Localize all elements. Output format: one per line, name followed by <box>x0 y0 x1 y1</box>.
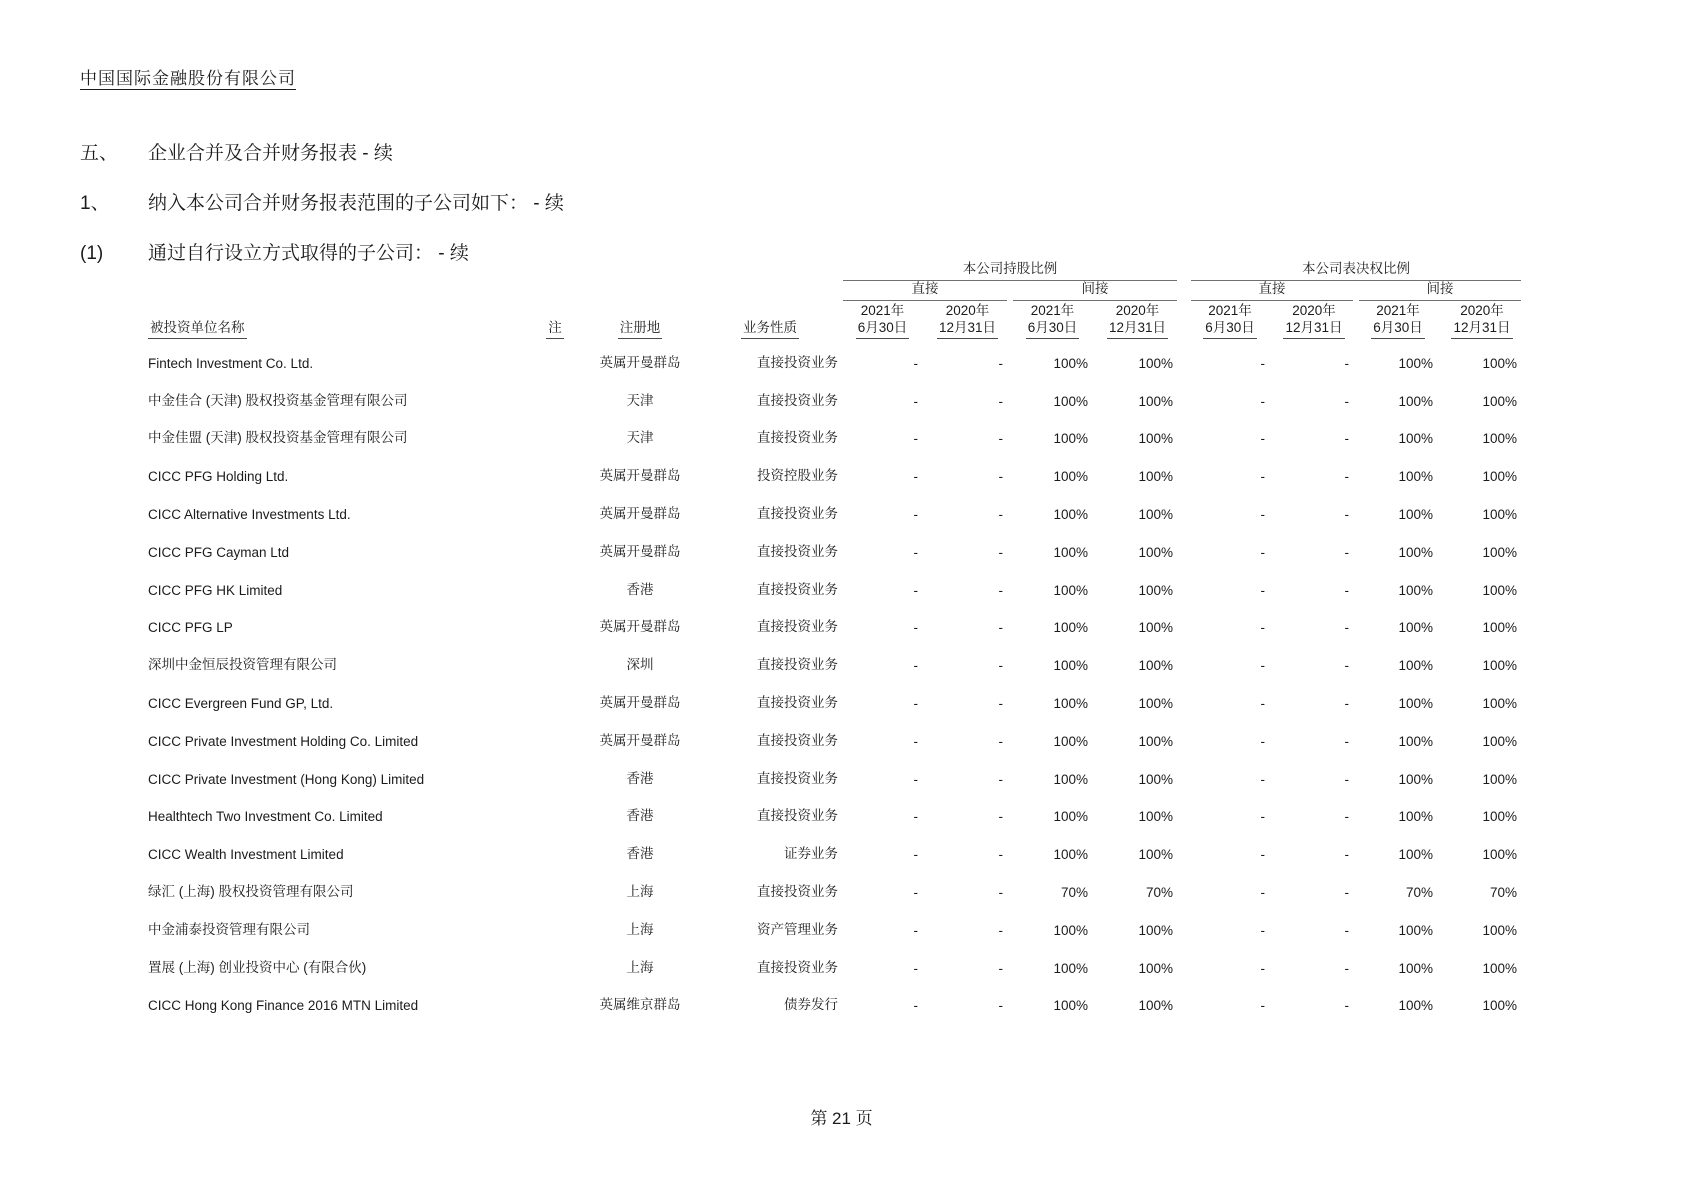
subsidiary-registration: 英属开曼群岛 <box>599 505 681 521</box>
subsidiary-business: 直接投资业务 <box>757 657 838 673</box>
subsidiary-business: 债券发行 <box>784 997 838 1013</box>
subgroup-indirect-label: 间接 <box>1359 281 1521 301</box>
ratio-value: 100% <box>1138 922 1173 938</box>
subsidiary-row <box>148 679 1524 717</box>
ratio-value: - <box>998 733 1003 749</box>
ratio-value: 70% <box>1489 884 1517 900</box>
column-spacer <box>1180 604 1188 642</box>
ratio-value: 100% <box>1398 733 1433 749</box>
subsidiary-row <box>148 339 1524 377</box>
ratio-value: 100% <box>1398 695 1433 711</box>
column-header-note: 注 <box>530 301 580 339</box>
ratio-value: - <box>1260 506 1265 522</box>
subsidiary-name: Fintech Investment Co. Ltd. <box>148 355 314 371</box>
column-spacer <box>1180 415 1188 453</box>
ratio-value: - <box>1260 658 1265 674</box>
ratio-value: 100% <box>1053 506 1088 522</box>
ratio-value: 100% <box>1482 658 1517 674</box>
subsidiary-note <box>530 339 580 377</box>
ratio-value: - <box>998 620 1003 636</box>
ratio-value: 100% <box>1482 506 1517 522</box>
empty-header <box>148 258 840 281</box>
ratio-value: - <box>913 847 918 863</box>
ratio-value: 100% <box>1398 809 1433 825</box>
column-header-date: 2021年 6月30日 <box>1010 301 1095 339</box>
ratio-value: 100% <box>1482 355 1517 371</box>
ratio-value: 100% <box>1398 847 1433 863</box>
subsidiary-row <box>148 604 1524 642</box>
subsidiary-business: 直接投资业务 <box>757 392 838 408</box>
ratio-value: - <box>913 922 918 938</box>
column-spacer <box>1180 906 1188 944</box>
ratio-value: - <box>1344 506 1349 522</box>
ratio-value: 100% <box>1138 620 1173 636</box>
column-header-date: 2021年 6月30日 <box>1188 301 1272 339</box>
ratio-value: 100% <box>1482 771 1517 787</box>
ratio-value: 100% <box>1482 582 1517 598</box>
ratio-value: - <box>913 355 918 371</box>
subsidiary-business: 直接投资业务 <box>757 543 838 559</box>
ratio-value: - <box>998 469 1003 485</box>
ratio-value: 100% <box>1398 658 1433 674</box>
subsidiary-name: CICC PFG LP <box>148 620 233 636</box>
ratio-value: 100% <box>1482 809 1517 825</box>
ratio-value: 100% <box>1482 847 1517 863</box>
section-heading-business-combinations <box>80 138 393 165</box>
subsidiary-row <box>148 868 1524 906</box>
subsidiary-name: 深圳中金恒辰投资管理有限公司 <box>148 657 337 673</box>
column-header-date: 2021年 6月30日 <box>1356 301 1440 339</box>
subsidiary-registration: 英属开曼群岛 <box>599 694 681 710</box>
subsidiary-business: 直接投资业务 <box>757 430 838 446</box>
ratio-value: - <box>913 620 918 636</box>
ratio-value: 100% <box>1482 733 1517 749</box>
ratio-value: 100% <box>1053 695 1088 711</box>
ratio-value: - <box>913 393 918 409</box>
subgroup-direct-label: 直接 <box>1191 281 1353 301</box>
ratio-value: - <box>998 884 1003 900</box>
column-header-date: 2020年 12月31日 <box>1440 301 1524 339</box>
column-header-date: 2021年 6月30日 <box>840 301 925 339</box>
ratio-value: - <box>998 506 1003 522</box>
subsidiaries-table-body <box>148 339 1524 1019</box>
ratio-value: 100% <box>1482 469 1517 485</box>
subsidiary-registration: 英属开曼群岛 <box>599 619 681 635</box>
subsidiary-name: CICC Wealth Investment Limited <box>148 847 344 863</box>
subsidiary-name: CICC Hong Kong Finance 2016 MTN Limited <box>148 998 419 1014</box>
column-header-row <box>148 301 1524 339</box>
ratio-value: - <box>1260 998 1265 1014</box>
ratio-value: - <box>913 431 918 447</box>
subsidiary-name: CICC Alternative Investments Ltd. <box>148 506 351 522</box>
ratio-value: 100% <box>1398 506 1433 522</box>
subsidiary-row <box>148 906 1524 944</box>
ratio-value: 100% <box>1138 658 1173 674</box>
ratio-value: - <box>1344 582 1349 598</box>
subsidiary-name: 中金佳盟 (天津) 股权投资基金管理有限公司 <box>148 430 408 446</box>
column-spacer <box>1180 982 1188 1020</box>
ratio-value: 100% <box>1482 431 1517 447</box>
column-header-registration: 注册地 <box>580 301 700 339</box>
ratio-value: - <box>1260 922 1265 938</box>
ratio-value: - <box>913 658 918 674</box>
ratio-value: - <box>913 695 918 711</box>
subsidiary-registration: 香港 <box>626 581 654 597</box>
subsidiary-row <box>148 982 1524 1020</box>
subsidiary-business: 直接投资业务 <box>757 883 838 899</box>
ratio-value: 70% <box>1145 884 1173 900</box>
ratio-value: 100% <box>1398 620 1433 636</box>
ratio-value: 70% <box>1405 884 1433 900</box>
ratio-value: 100% <box>1398 355 1433 371</box>
ratio-value: 100% <box>1482 998 1517 1014</box>
subsidiary-registration: 上海 <box>626 921 654 937</box>
subsidiary-note <box>530 982 580 1020</box>
ratio-value: 100% <box>1482 695 1517 711</box>
ratio-value: - <box>1260 884 1265 900</box>
group-header-voting <box>1188 258 1524 281</box>
ratio-value: - <box>1344 658 1349 674</box>
column-header-date: 2020年 12月31日 <box>925 301 1010 339</box>
column-spacer <box>1180 868 1188 906</box>
subsidiary-business: 直接投资业务 <box>757 619 838 635</box>
subsidiary-registration: 上海 <box>626 959 654 975</box>
ratio-value: - <box>998 582 1003 598</box>
ratio-value: - <box>1260 431 1265 447</box>
subsidiary-registration: 香港 <box>626 770 654 786</box>
ratio-value: 100% <box>1053 469 1088 485</box>
column-spacer <box>1180 679 1188 717</box>
subsidiary-registration: 英属开曼群岛 <box>599 468 681 484</box>
ratio-value: - <box>998 847 1003 863</box>
subsidiary-business: 直接投资业务 <box>757 354 838 370</box>
ratio-value: 100% <box>1138 960 1173 976</box>
ratio-value: 100% <box>1482 620 1517 636</box>
column-spacer <box>1180 566 1188 604</box>
subsidiary-registration: 香港 <box>626 846 654 862</box>
ratio-value: - <box>998 809 1003 825</box>
subsidiary-note <box>530 528 580 566</box>
ratio-value: - <box>1344 469 1349 485</box>
column-spacer <box>1180 641 1188 679</box>
ratio-value: - <box>1260 771 1265 787</box>
ratio-value: 100% <box>1138 506 1173 522</box>
subsidiary-note <box>530 566 580 604</box>
subsidiary-business: 资产管理业务 <box>757 921 838 937</box>
subsidiary-registration: 深圳 <box>626 657 654 673</box>
subsidiary-business: 投资控股业务 <box>757 468 838 484</box>
ratio-value: 100% <box>1398 582 1433 598</box>
subsidiary-note <box>530 793 580 831</box>
ratio-value: - <box>913 544 918 560</box>
ratio-value: - <box>913 960 918 976</box>
section-marker: 1、 <box>80 193 110 214</box>
ratio-value: 100% <box>1398 998 1433 1014</box>
group-header-voting-label: 本公司表决权比例 <box>1191 261 1521 281</box>
ratio-value: - <box>998 695 1003 711</box>
subsidiary-name: CICC Private Investment Holding Co. Limited <box>148 733 419 749</box>
subsidiary-registration: 英属开曼群岛 <box>599 732 681 748</box>
subsidiary-note <box>530 906 580 944</box>
ratio-value: - <box>1344 960 1349 976</box>
ratio-value: - <box>1344 771 1349 787</box>
ratio-value: - <box>1344 544 1349 560</box>
ratio-value: 100% <box>1398 393 1433 409</box>
subsidiary-note <box>530 868 580 906</box>
ratio-value: 70% <box>1060 884 1088 900</box>
ratio-value: 100% <box>1398 469 1433 485</box>
section-text: 通过自行设立方式取得的子公司： - 续 <box>148 243 469 264</box>
column-header-name: 被投资单位名称 <box>148 301 530 339</box>
ratio-value: - <box>1260 960 1265 976</box>
ratio-value: 100% <box>1053 847 1088 863</box>
ratio-value: 100% <box>1138 393 1173 409</box>
column-spacer <box>1180 281 1188 301</box>
subsidiary-note <box>530 679 580 717</box>
ratio-value: 100% <box>1398 431 1433 447</box>
section-text: 纳入本公司合并财务报表范围的子公司如下： - 续 <box>148 193 564 214</box>
ratio-value: - <box>1260 355 1265 371</box>
ratio-value: - <box>1260 733 1265 749</box>
ratio-value: 100% <box>1138 355 1173 371</box>
column-spacer <box>1180 793 1188 831</box>
subsidiary-registration: 香港 <box>626 808 654 824</box>
ratio-value: - <box>998 658 1003 674</box>
ratio-value: 100% <box>1053 733 1088 749</box>
subsidiary-business: 直接投资业务 <box>757 581 838 597</box>
ratio-value: - <box>1344 355 1349 371</box>
subsidiaries-table <box>148 258 1524 1019</box>
column-header-date: 2020年 12月31日 <box>1272 301 1356 339</box>
subsidiary-name: Healthtech Two Investment Co. Limited <box>148 809 383 825</box>
column-spacer <box>1180 301 1188 339</box>
ratio-value: - <box>998 771 1003 787</box>
subsidiary-note <box>530 490 580 528</box>
subsidiary-row <box>148 793 1524 831</box>
column-spacer <box>1180 377 1188 415</box>
subsidiary-name: 置展 (上海) 创业投资中心 (有限合伙) <box>148 959 367 975</box>
section-text: 企业合并及合并财务报表 - 续 <box>148 143 393 164</box>
ratio-value: 100% <box>1053 582 1088 598</box>
group-header-shareholding-label: 本公司持股比例 <box>843 261 1177 281</box>
ratio-value: - <box>1344 695 1349 711</box>
company-title: 中国国际金融股份有限公司 <box>80 69 296 88</box>
ratio-value: - <box>998 960 1003 976</box>
ratio-value: 100% <box>1398 960 1433 976</box>
ratio-value: - <box>1344 847 1349 863</box>
ratio-value: 100% <box>1138 695 1173 711</box>
ratio-value: 100% <box>1398 922 1433 938</box>
ratio-value: - <box>998 431 1003 447</box>
ratio-value: 100% <box>1053 431 1088 447</box>
subsidiary-row <box>148 415 1524 453</box>
subsidiary-note <box>530 377 580 415</box>
ratio-value: 100% <box>1138 998 1173 1014</box>
column-header-business: 业务性质 <box>700 301 840 339</box>
ratio-value: 100% <box>1053 809 1088 825</box>
subsidiary-registration: 天津 <box>626 430 654 446</box>
ratio-value: 100% <box>1138 431 1173 447</box>
subsidiary-row <box>148 944 1524 982</box>
subsidiary-row <box>148 452 1524 490</box>
ratio-value: 100% <box>1053 544 1088 560</box>
ratio-value: 100% <box>1482 544 1517 560</box>
column-spacer <box>1180 755 1188 793</box>
subsidiary-row <box>148 717 1524 755</box>
subgroup-direct-label: 直接 <box>843 281 1007 301</box>
ratio-value: 100% <box>1398 544 1433 560</box>
column-spacer <box>1180 830 1188 868</box>
ratio-value: 100% <box>1053 355 1088 371</box>
ratio-value: - <box>913 582 918 598</box>
subsidiary-row <box>148 490 1524 528</box>
subsidiary-name: CICC Private Investment (Hong Kong) Limited <box>148 771 425 787</box>
subgroup-direct <box>1188 281 1356 301</box>
ratio-value: - <box>1344 922 1349 938</box>
subsidiary-name: CICC Evergreen Fund GP, Ltd. <box>148 695 334 711</box>
subgroup-indirect <box>1356 281 1524 301</box>
ratio-value: - <box>1260 809 1265 825</box>
ratio-value: - <box>1260 469 1265 485</box>
subsidiary-business: 证券业务 <box>784 846 838 862</box>
ratio-value: 100% <box>1053 393 1088 409</box>
subsidiary-row <box>148 830 1524 868</box>
subsidiary-row <box>148 566 1524 604</box>
ratio-value: - <box>1344 733 1349 749</box>
ratio-value: 100% <box>1138 733 1173 749</box>
ratio-value: 100% <box>1053 998 1088 1014</box>
subsidiary-row <box>148 755 1524 793</box>
subsidiary-business: 直接投资业务 <box>757 959 838 975</box>
subsidiary-row <box>148 641 1524 679</box>
ratio-value: - <box>1344 393 1349 409</box>
subgroup-indirect-label: 间接 <box>1013 281 1177 301</box>
ratio-value: - <box>1344 998 1349 1014</box>
ratio-value: - <box>1344 884 1349 900</box>
ratio-value: - <box>998 355 1003 371</box>
ratio-value: 100% <box>1398 771 1433 787</box>
ratio-value: - <box>998 922 1003 938</box>
ratio-value: 100% <box>1053 960 1088 976</box>
ratio-value: 100% <box>1053 658 1088 674</box>
subsidiary-note <box>530 717 580 755</box>
page-number: 第 21 页 <box>810 1109 873 1128</box>
column-spacer <box>1180 452 1188 490</box>
ratio-value: - <box>998 393 1003 409</box>
ratio-value: - <box>913 771 918 787</box>
subsidiary-registration: 英属维京群岛 <box>599 997 681 1013</box>
subsidiary-name: CICC PFG HK Limited <box>148 582 283 598</box>
subsidiary-note <box>530 641 580 679</box>
ratio-value: - <box>998 544 1003 560</box>
ratio-value: 100% <box>1053 922 1088 938</box>
ratio-value: - <box>913 733 918 749</box>
subsidiary-note <box>530 415 580 453</box>
subsidiary-row <box>148 377 1524 415</box>
subsidiary-business: 直接投资业务 <box>757 808 838 824</box>
subsidiary-business: 直接投资业务 <box>757 694 838 710</box>
column-spacer <box>1180 339 1188 377</box>
ratio-value: 100% <box>1138 771 1173 787</box>
subsidiary-registration: 上海 <box>626 883 654 899</box>
ratio-value: - <box>913 469 918 485</box>
group-header-shareholding <box>840 258 1180 281</box>
subsidiary-business: 直接投资业务 <box>757 732 838 748</box>
subsidiary-registration: 英属开曼群岛 <box>599 543 681 559</box>
column-spacer <box>1180 717 1188 755</box>
subsidiary-business: 直接投资业务 <box>757 770 838 786</box>
group-header-row <box>148 258 1524 281</box>
ratio-value: - <box>913 506 918 522</box>
ratio-value: 100% <box>1053 771 1088 787</box>
ratio-value: - <box>1344 620 1349 636</box>
ratio-value: - <box>1344 809 1349 825</box>
ratio-value: 100% <box>1138 582 1173 598</box>
ratio-value: - <box>1260 582 1265 598</box>
subsidiary-name: CICC PFG Holding Ltd. <box>148 469 289 485</box>
ratio-value: 100% <box>1482 922 1517 938</box>
empty-header <box>148 281 840 301</box>
column-spacer <box>1180 490 1188 528</box>
ratio-value: 100% <box>1482 393 1517 409</box>
ratio-value: - <box>1260 393 1265 409</box>
ratio-value: - <box>1260 620 1265 636</box>
subsidiary-registration: 英属开曼群岛 <box>599 354 681 370</box>
section-marker: 五、 <box>80 143 119 164</box>
column-spacer <box>1180 258 1188 281</box>
subsidiary-row <box>148 528 1524 566</box>
column-header-date: 2020年 12月31日 <box>1095 301 1180 339</box>
ratio-value: 100% <box>1138 469 1173 485</box>
ratio-value: - <box>913 884 918 900</box>
ratio-value: - <box>913 809 918 825</box>
ratio-value: - <box>913 998 918 1014</box>
ratio-value: 100% <box>1053 620 1088 636</box>
subsidiary-name: 绿汇 (上海) 股权投资管理有限公司 <box>148 883 354 899</box>
subgroup-direct <box>840 281 1010 301</box>
column-spacer <box>1180 944 1188 982</box>
subsidiary-name: CICC PFG Cayman Ltd <box>148 544 290 560</box>
subsidiary-business: 直接投资业务 <box>757 505 838 521</box>
subsidiary-registration: 天津 <box>626 392 654 408</box>
subsidiary-note <box>530 604 580 642</box>
ratio-value: - <box>998 998 1003 1014</box>
section-heading-subsidiaries <box>80 188 564 215</box>
subsidiary-note <box>530 755 580 793</box>
ratio-value: 100% <box>1482 960 1517 976</box>
ratio-value: - <box>1260 544 1265 560</box>
section-marker: (1) <box>80 243 104 264</box>
subsidiary-note <box>530 830 580 868</box>
subsidiary-note <box>530 452 580 490</box>
ratio-value: - <box>1260 695 1265 711</box>
subsidiary-note <box>530 944 580 982</box>
ratio-value: 100% <box>1138 809 1173 825</box>
subgroup-header-row <box>148 281 1524 301</box>
ratio-value: - <box>1260 847 1265 863</box>
subgroup-indirect <box>1010 281 1180 301</box>
ratio-value: 100% <box>1138 847 1173 863</box>
subsidiary-name: 中金浦泰投资管理有限公司 <box>148 921 310 937</box>
ratio-value: 100% <box>1138 544 1173 560</box>
column-spacer <box>1180 528 1188 566</box>
ratio-value: - <box>1344 431 1349 447</box>
subsidiary-name: 中金佳合 (天津) 股权投资基金管理有限公司 <box>148 392 408 408</box>
